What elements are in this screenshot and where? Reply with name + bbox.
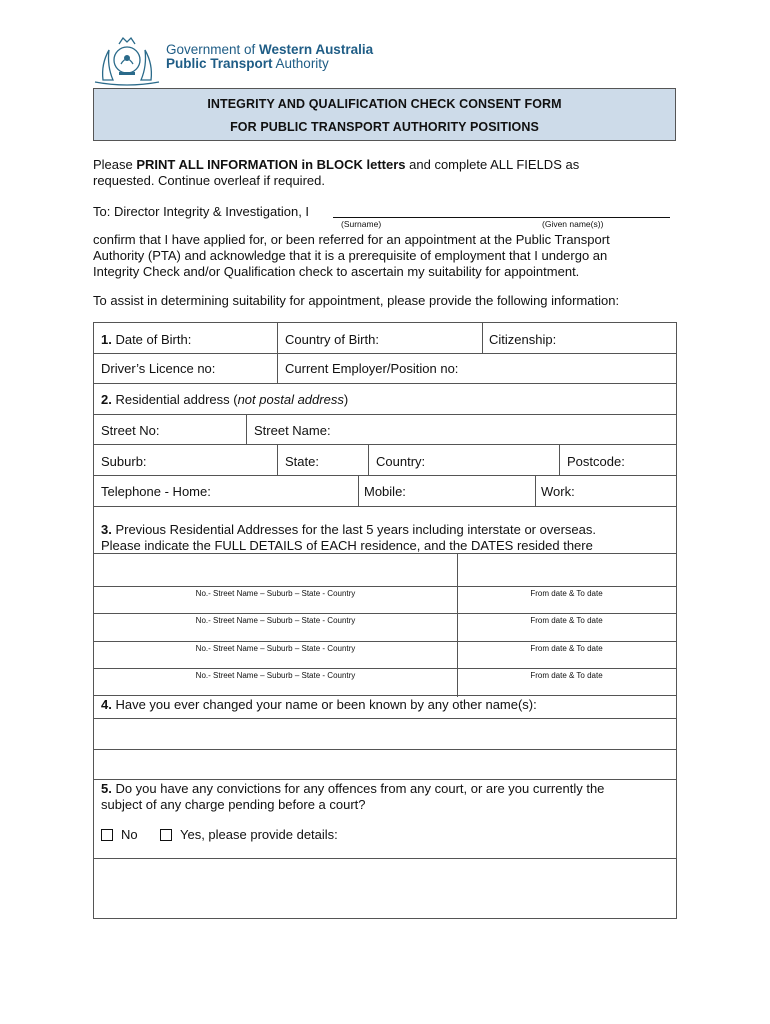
address-caption-1: No.- Street Name – Suburb – State - Country xyxy=(195,589,356,598)
suburb-field[interactable]: Suburb: xyxy=(101,454,147,469)
state-field[interactable]: State: xyxy=(285,454,319,469)
government-name: Government of Western Australia xyxy=(166,42,374,57)
postcode-field[interactable]: Postcode: xyxy=(567,454,625,469)
country-field[interactable]: Country: xyxy=(376,454,426,469)
form-title-line1: INTEGRITY AND QUALIFICATION CHECK CONSENT FORM xyxy=(207,97,562,111)
agency-name: Public Transport Authority xyxy=(166,56,329,71)
address-caption-4: No.- Street Name – Suburb – State - Country xyxy=(195,671,356,680)
surname-caption: (Surname) xyxy=(341,219,382,229)
date-caption-3: From date & To date xyxy=(530,644,603,653)
no-checkbox[interactable] xyxy=(101,829,113,841)
street-no-field[interactable]: Street No: xyxy=(101,423,160,438)
section-2-heading: 2. Residential address (not postal address) xyxy=(101,392,349,407)
section-5-heading: 5. Do you have any convictions for any offences from any court, or are you currently the subject of any charge pending before a court? xyxy=(101,781,605,812)
instructions: Please PRINT ALL INFORMATION in BLOCK letters and complete ALL FIELDS as requested. Continue overleaf if required. xyxy=(93,157,580,188)
given-name-caption: (Given name(s)) xyxy=(542,219,604,229)
form-title-line2: FOR PUBLIC TRANSPORT AUTHORITY POSITIONS xyxy=(230,120,539,134)
section-3-heading: 3. Previous Residential Addresses for the last 5 years including interstate or overseas. Please indicate the FULL DETAILS of EACH residence, and the DATES resided there xyxy=(101,522,596,553)
no-option[interactable]: No xyxy=(101,827,138,842)
form-title-box xyxy=(93,88,676,141)
wa-crest-logo xyxy=(93,36,161,86)
current-employer-field[interactable]: Current Employer/Position no: xyxy=(285,361,459,376)
work-phone-field[interactable]: Work: xyxy=(541,484,575,499)
assist-statement: To assist in determining suitability for appointment, please provide the following information: xyxy=(93,293,620,308)
date-caption-2: From date & To date xyxy=(530,616,603,625)
date-caption-4: From date & To date xyxy=(530,671,603,680)
yes-option[interactable]: Yes, please provide details: xyxy=(160,827,338,842)
name-entry-line[interactable] xyxy=(333,217,670,218)
country-of-birth-field[interactable]: Country of Birth: xyxy=(285,332,379,347)
details-form xyxy=(93,322,677,919)
section-4-heading: 4. Have you ever changed your name or been known by any other name(s): xyxy=(101,697,537,712)
street-name-field[interactable]: Street Name: xyxy=(254,423,331,438)
dob-field[interactable]: 1. Date of Birth: xyxy=(101,332,192,347)
yes-checkbox[interactable] xyxy=(160,829,172,841)
mobile-field[interactable]: Mobile: xyxy=(364,484,406,499)
citizenship-field[interactable]: Citizenship: xyxy=(489,332,557,347)
date-caption-1: From date & To date xyxy=(530,589,603,598)
drivers-licence-field[interactable]: Driver’s Licence no: xyxy=(101,361,216,376)
address-caption-3: No.- Street Name – Suburb – State - Country xyxy=(195,644,356,653)
consent-statement: confirm that I have applied for, or been referred for an appointment at the Public Transport Authority (PTA) and acknowledge that it is a prerequisite of employment that I undergo an Integrity Check and/or Qualification check to ascertain my suitability for appointment. xyxy=(93,232,610,279)
address-caption-2: No.- Street Name – Suburb – State - Country xyxy=(195,616,356,625)
to-line-label: To: Director Integrity & Investigation, I xyxy=(93,204,310,219)
telephone-home-field[interactable]: Telephone - Home: xyxy=(101,484,211,499)
